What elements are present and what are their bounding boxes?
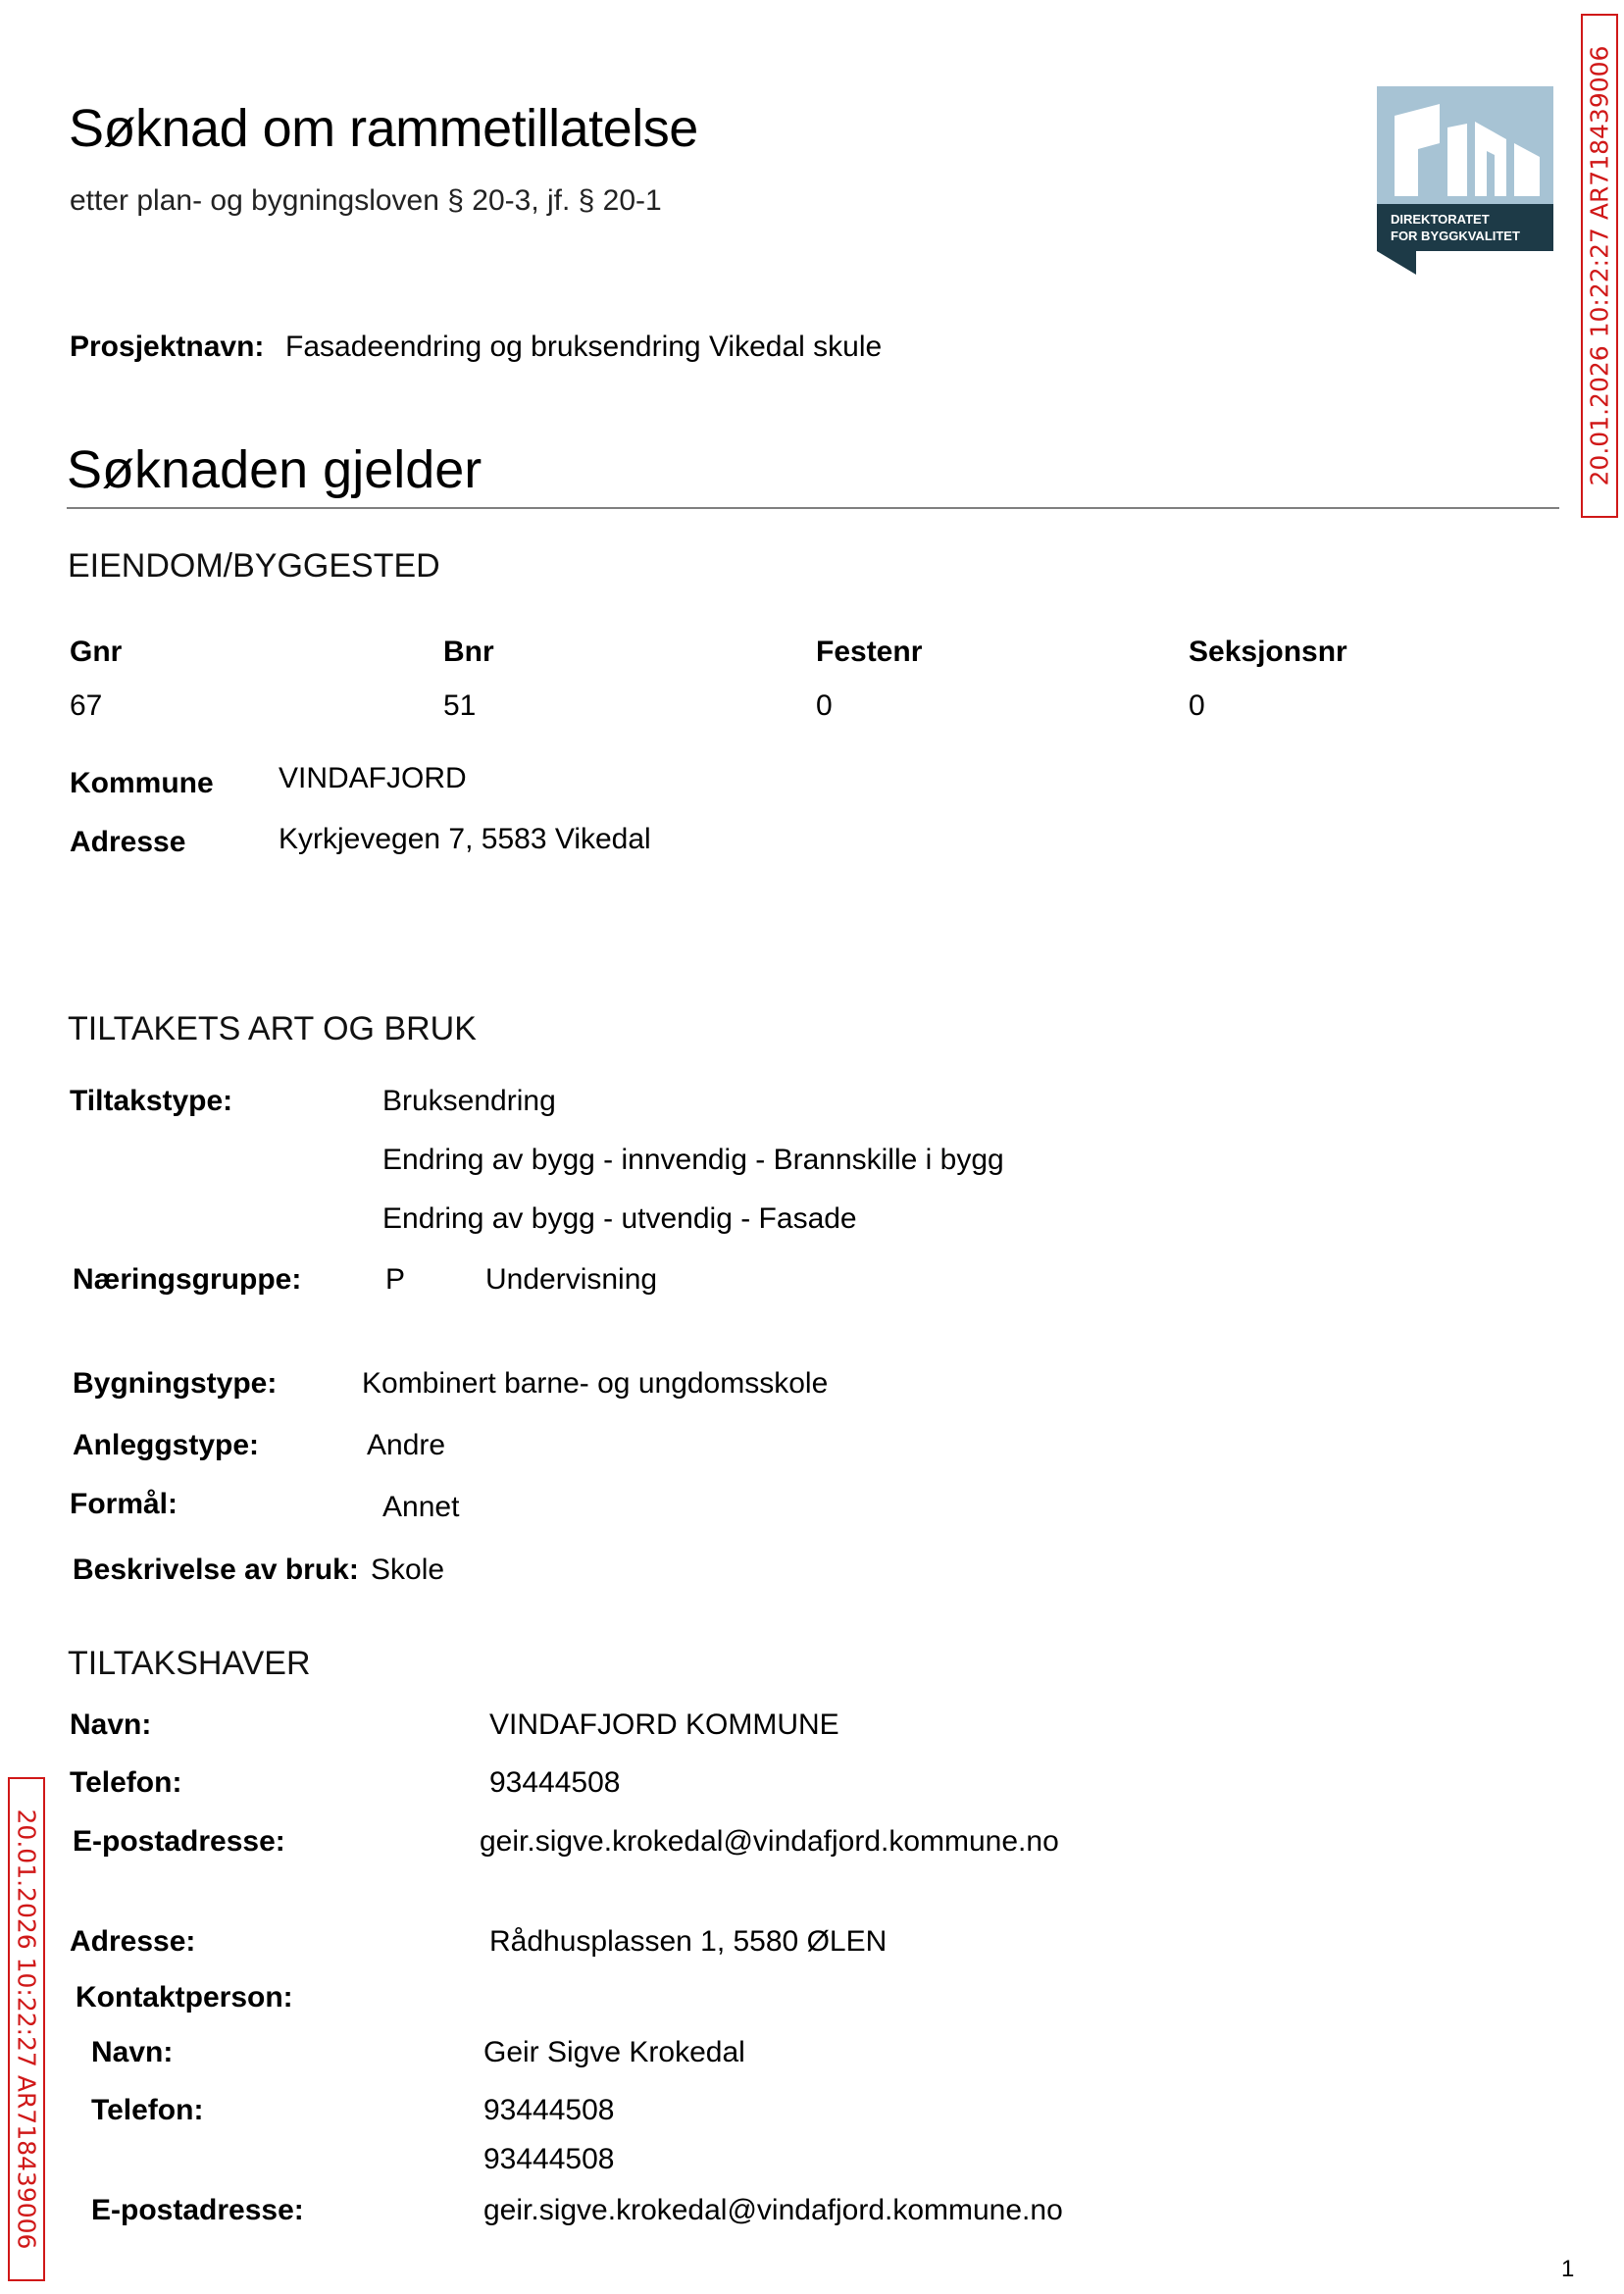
kontakt-telefon-value-2: 93444508 bbox=[483, 2143, 615, 2175]
seksjonsnr-label: Seksjonsnr bbox=[1189, 636, 1347, 668]
tiltakshaver-adresse-label: Adresse: bbox=[70, 1925, 196, 1958]
beskrivelse-label: Beskrivelse av bruk: bbox=[73, 1554, 359, 1586]
tiltakstype-label: Tiltakstype: bbox=[70, 1085, 233, 1117]
archive-stamp-top bbox=[1581, 14, 1618, 518]
gnr-value: 67 bbox=[70, 689, 103, 722]
logo-text-line1: DIREKTORATET bbox=[1391, 212, 1490, 227]
page-number: 1 bbox=[1561, 2256, 1575, 2282]
tiltak-heading: TILTAKETS ART OG BRUK bbox=[68, 1010, 477, 1047]
bygningstype-value: Kombinert barne- og ungdomsskole bbox=[362, 1367, 829, 1400]
document-subtitle: etter plan- og bygningsloven § 20-3, jf. § 20-1 bbox=[70, 184, 662, 217]
kontakt-telefon-value: 93444508 bbox=[483, 2094, 615, 2126]
bnr-value: 51 bbox=[443, 689, 477, 722]
adresse-value: Kyrkjevegen 7, 5583 Vikedal bbox=[279, 823, 651, 855]
bnr-label: Bnr bbox=[443, 636, 494, 668]
adresse-label: Adresse bbox=[70, 826, 186, 858]
formaal-value: Annet bbox=[382, 1491, 460, 1523]
naeringsgruppe-value: Undervisning bbox=[485, 1263, 658, 1296]
archive-stamp-side bbox=[8, 1777, 45, 2281]
telefon-label: Telefon: bbox=[70, 1766, 182, 1799]
dibk-logo bbox=[1377, 86, 1553, 275]
property-heading: EIENDOM/BYGGESTED bbox=[68, 547, 440, 585]
tiltakstype-item: Bruksendring bbox=[382, 1085, 556, 1117]
gnr-label: Gnr bbox=[70, 636, 123, 668]
logo-text-line2: FOR BYGGKVALITET bbox=[1391, 229, 1520, 243]
stamp-text: 20.01.2026 10:22:27 AR718439006 bbox=[1585, 45, 1614, 486]
kommune-value: VINDAFJORD bbox=[279, 762, 467, 794]
section-divider bbox=[67, 507, 1559, 509]
tiltakshaver-heading: TILTAKSHAVER bbox=[68, 1645, 311, 1682]
project-name: Fasadeendring og bruksendring Vikedal skule bbox=[285, 331, 883, 363]
epost-value: geir.sigve.krokedal@vindafjord.kommune.no bbox=[480, 1825, 1059, 1858]
navn-value: VINDAFJORD KOMMUNE bbox=[489, 1708, 839, 1741]
navn-label: Navn: bbox=[70, 1708, 152, 1741]
festenr-value: 0 bbox=[816, 689, 833, 722]
anleggstype-value: Andre bbox=[367, 1429, 446, 1461]
kontaktperson-label: Kontaktperson: bbox=[76, 1981, 293, 2014]
formaal-label: Formål: bbox=[70, 1488, 178, 1520]
anleggstype-label: Anleggstype: bbox=[73, 1429, 260, 1461]
festenr-label: Festenr bbox=[816, 636, 923, 668]
tiltakstype-item: Endring av bygg - utvendig - Fasade bbox=[382, 1202, 857, 1235]
kontakt-telefon-label: Telefon: bbox=[91, 2094, 204, 2126]
kontakt-epost-label: E-postadresse: bbox=[91, 2194, 304, 2226]
naeringsgruppe-label: Næringsgruppe: bbox=[73, 1263, 302, 1296]
bygningstype-label: Bygningstype: bbox=[73, 1367, 278, 1400]
telefon-value: 93444508 bbox=[489, 1766, 621, 1799]
section-title: Søknaden gjelder bbox=[67, 440, 482, 499]
kontakt-navn-label: Navn: bbox=[91, 2036, 174, 2068]
stamp-text: 20.01.2026 10:22:27 AR718439006 bbox=[12, 1809, 41, 2250]
epost-label: E-postadresse: bbox=[73, 1825, 285, 1858]
project-label: Prosjektnavn: bbox=[70, 331, 265, 363]
naeringsgruppe-code: P bbox=[385, 1263, 406, 1296]
beskrivelse-value: Skole bbox=[371, 1554, 445, 1586]
tiltakshaver-adresse-value: Rådhusplassen 1, 5580 ØLEN bbox=[489, 1925, 888, 1958]
tiltakstype-item: Endring av bygg - innvendig - Brannskille i bygg bbox=[382, 1144, 1004, 1176]
kontakt-epost-value: geir.sigve.krokedal@vindafjord.kommune.no bbox=[483, 2194, 1063, 2226]
document-title: Søknad om rammetillatelse bbox=[69, 99, 698, 158]
kommune-label: Kommune bbox=[70, 767, 214, 799]
seksjonsnr-value: 0 bbox=[1189, 689, 1205, 722]
kontakt-navn-value: Geir Sigve Krokedal bbox=[483, 2036, 745, 2068]
